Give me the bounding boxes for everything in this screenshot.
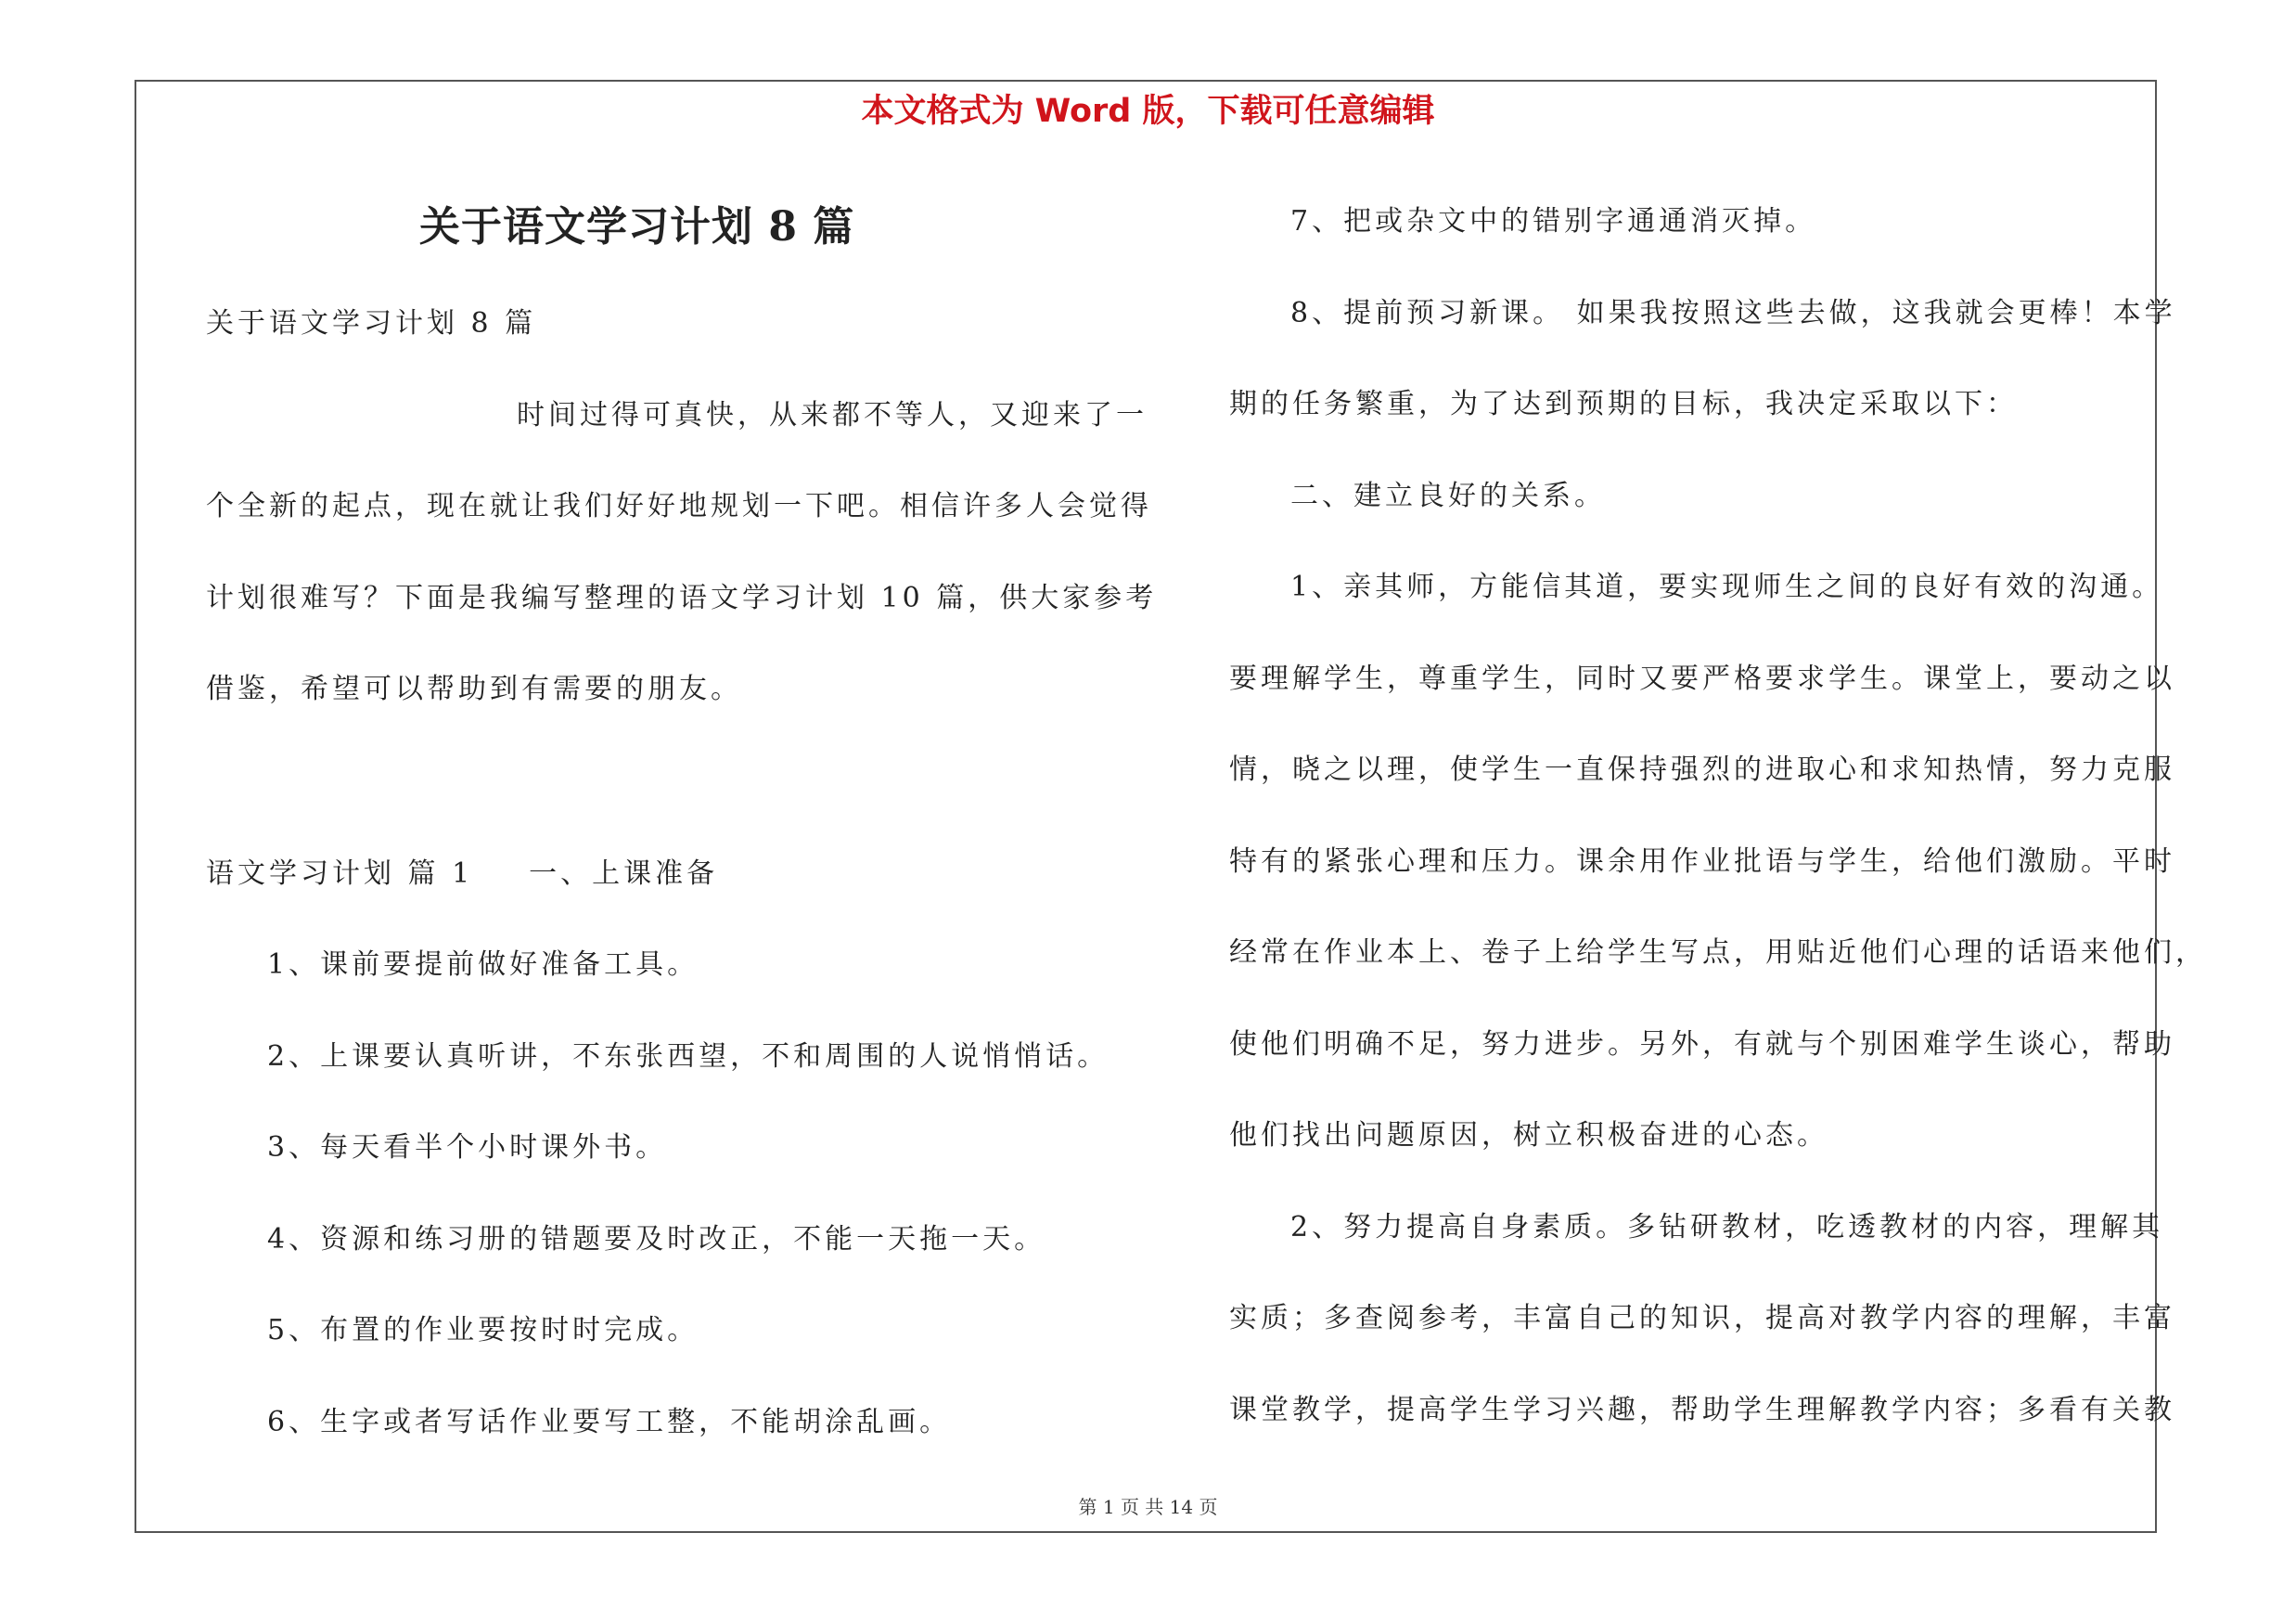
paragraph-line: 经常在作业本上、卷子上给学生写点，用贴近他们心理的话语来他们， [1229,936,2207,969]
paragraph-line: 期的任务繁重，为了达到预期的目标，我决定采取以下： [1229,388,2018,420]
right-column [1229,176,2207,1456]
paragraph-line: 课堂教学，提高学生学习兴趣，帮助学生理解教学内容；多看有关教 [1229,1393,2175,1426]
spacer [206,736,1124,829]
list-item: 6、生字或者写话作业要写工整，不能胡涂乱画。 [267,1405,952,1438]
paragraph-line: 他们找出问题原因，树立积极奋进的心态。 [1229,1119,1828,1152]
paragraph-line: 要理解学生，尊重学生，同时又要严格要求学生。课堂上，要动之以 [1229,662,2175,695]
paragraph-line: 实质；多查阅参考，丰富自己的知识，提高对教学内容的理解，丰富 [1229,1302,2175,1334]
document-title: 关于语文学习计划 8 篇 [419,203,855,251]
list-item: 2、上课要认真听讲，不东张西望，不和周围的人说悄悄话。 [267,1039,1110,1073]
list-item: 3、每天看半个小时课外书。 [267,1131,668,1164]
format-banner: 本文格式为 Word 版，下载可任意编辑 [861,93,1435,130]
intro-line: 计划很难写？下面是我编写整理的语文学习计划 10 篇，供大家参考 [206,581,1158,614]
section-heading-row [206,829,1124,921]
section-subheading: 一、上课准备 [529,857,719,890]
left-column [206,176,1158,1468]
paragraph-line: 使他们明确不足，努力进步。另外，有就与个别困难学生谈心，帮助 [1229,1027,2175,1061]
section-heading: 二、建立良好的关系。 [1290,479,1606,512]
intro-line: 借鉴，希望可以帮助到有需要的朋友。 [206,673,742,705]
list-item: 1、课前要提前做好准备工具。 [267,948,699,981]
list-item: 4、资源和练习册的错题要及时改正，不能一天拖一天。 [267,1222,1046,1256]
section-heading: 语文学习计划 篇 1 [206,857,474,890]
page-number: 第 1 页 共 14 页 [1078,1496,1218,1518]
paragraph-line: 1、亲其师，方能信其道，要实现师生之间的良好有效的沟通。 [1290,571,2164,603]
paragraph-line: 特有的紧张心理和压力。课余用作业批语与学生，给他们激励。平时 [1229,844,2175,878]
paragraph-line: 8、提前预习新课。 如果我按照这些去做，这我就会更棒！本学 [1290,296,2176,329]
paragraph-line: 情，晓之以理，使学生一直保持强烈的进取心和求知热情，努力克服 [1229,754,2175,786]
intro-line: 个全新的起点，现在就让我们好好地规划一下吧。相信许多人会觉得 [206,490,1152,522]
intro-line: 时间过得可真快，从来都不等人，又迎来了一 [517,398,1148,432]
paragraph-line: 2、努力提高自身素质。多钻研教材，吃透教材的内容，理解其 [1290,1210,2164,1243]
list-item: 5、布置的作业要按时时完成。 [267,1314,699,1346]
subtitle: 关于语文学习计划 8 篇 [206,307,537,340]
list-item: 7、把或杂文中的错别字通通消灭掉。 [1290,205,1817,238]
